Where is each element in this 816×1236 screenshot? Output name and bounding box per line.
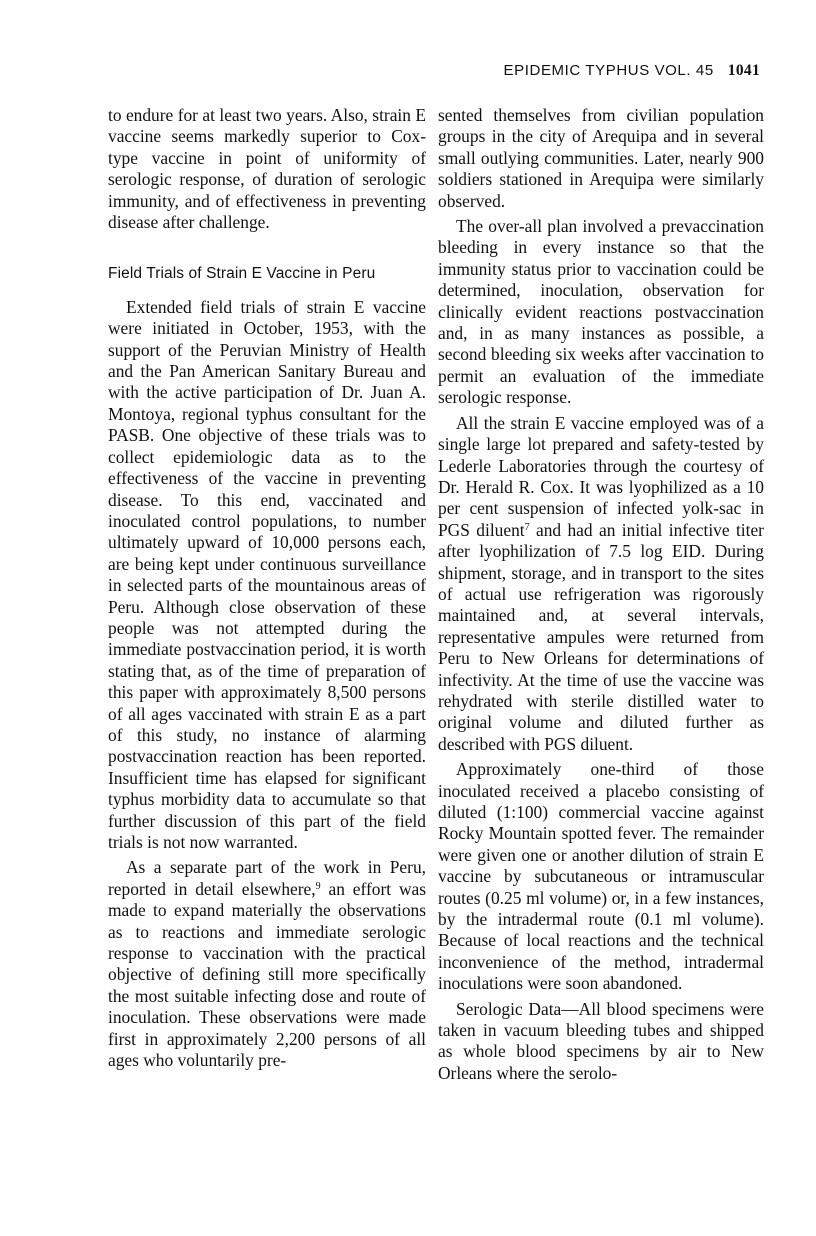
paragraph: The over-all plan involved a prevaccination bleeding in every instance so that the immunity status prior to vaccination could be determined, inoculation, observation for clinically evident reactions postvaccination and, in as many instances as possible, a second bleeding six weeks after vaccination to permit an evaluation of the immediate serologic response. bbox=[438, 216, 764, 408]
paragraph: Serologic Data—All blood specimens were taken in vacuum bleeding tubes and shipped as whole blood specimens by air to New Orleans where the serolo- bbox=[438, 998, 764, 1083]
left-column bbox=[108, 105, 426, 1075]
running-title: EPIDEMIC TYPHUS VOL. 45 bbox=[503, 62, 714, 79]
paragraph: Approximately one-third of those inoculated received a placebo consisting of diluted (1:100) commercial vaccine against Rocky Mountain spotted fever. The remainder were given one or another dilution of strain E vaccine by subcutaneous or intramuscular routes (0.25 ml volume) or, in a few instances, by the intradermal route (0.1 ml volume). Because of local reactions and the technical inconvenience of the method, intradermal inoculations were soon abandoned. bbox=[438, 759, 764, 994]
paragraph-text: and had an initial infective titer after lyophilization of 7.5 log EID. During shipment, storage, and in transport to the sites of actual use refrigeration was rigorously maintained and, at several intervals, representative ampules were returned from Peru to New Orleans for determinations of infectivity. At the time of use the vaccine was rehydrated with sterile distilled water to original volume and diluted further as described with PGS diluent. bbox=[438, 519, 764, 754]
reference-superscript: 9 bbox=[315, 880, 321, 892]
paragraph bbox=[438, 413, 764, 756]
paragraph-text: As a separate part of the work in Peru, reported in detail elsewhere, bbox=[108, 857, 426, 899]
reference-superscript: 7 bbox=[524, 521, 530, 533]
paragraph: Extended field trials of strain E vaccine were initiated in October, 1953, with the support of the Peruvian Ministry of Health and the Pan American Sanitary Bureau and with the active participation of Dr. Juan A. Montoya, regional typhus consultant for the PASB. One objective of these trials was to collect epidemiologic data as to the effectiveness of the vaccine in preventing disease. To this end, vaccinated and inoculated control populations, to number ultimately upward of 10,000 persons each, are being kept under continuous surveillance in selected parts of the mountainous areas of Peru. Although close observation of these people was not attempted during the immediate postvaccination period, it is worth stating that, as of the time of preparation of this paper with approximately 8,500 persons of all ages vaccinated with strain E as a part of this study, no instance of alarming postvaccination reaction has been reported. Insufficient time has elapsed for significant typhus morbidity data to accumulate so that further discussion of this part of the field trials is not now warranted. bbox=[108, 296, 426, 852]
paragraph: sented themselves from civilian population groups in the city of Arequipa and in several small outlying communities. Later, nearly 900 soldiers stationed in Arequipa were similarly observed. bbox=[438, 105, 764, 211]
paragraph: to endure for at least two years. Also, strain E vaccine seems markedly superior to Cox-type vaccine in point of uniformity of serologic response, of duration of serologic immunity, and of effectiveness in preventing disease after challenge. bbox=[108, 105, 426, 233]
page-number: 1041 bbox=[727, 62, 760, 79]
running-header bbox=[504, 62, 760, 80]
right-column bbox=[438, 105, 764, 1088]
paragraph bbox=[108, 857, 426, 1071]
paragraph-text: an effort was made to expand materially the observations as to reactions and immediate serologic response to vaccination with the practical objective of defining still more specifically the most suitable infecting dose and route of inoculation. These observations were made first in approximately 2,200 persons of all ages who voluntarily pre- bbox=[108, 878, 426, 1071]
paragraph-text: All the strain E vaccine employed was of a single large lot prepared and safety-tested by Lederle Laboratories through the courtesy of Dr. Herald R. Cox. It was lyophilized as a 10 per cent suspension of infected yolk-sac in PGS diluent bbox=[438, 412, 764, 540]
section-heading: Field Trials of Strain E Vaccine in Peru bbox=[108, 265, 376, 283]
